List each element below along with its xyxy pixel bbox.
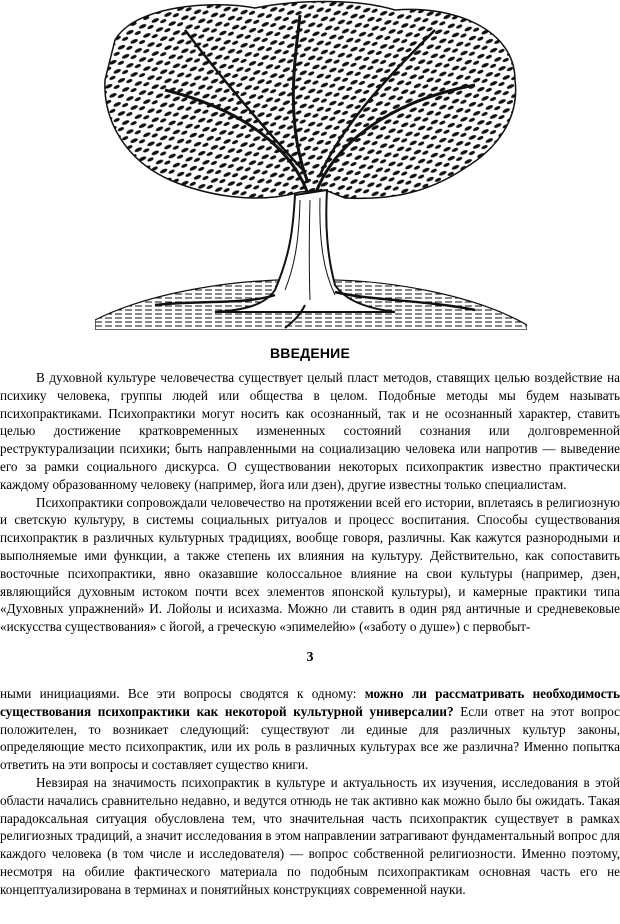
- key-question: можно ли рассматривать необходимость существования психопрактики как некоторой культурной универсалии?: [0, 686, 620, 719]
- section-heading: ВВЕДЕНИЕ: [270, 345, 350, 361]
- text-span: ными инициациями. Все эти вопросы сводятся к одному:: [0, 686, 365, 701]
- intro-text-block: [0, 369, 620, 636]
- paragraph: [0, 685, 620, 774]
- paragraph: Психопрактики сопровождали человечество на протяжении всей его истории, вплетаясь в религиозную и светскую культуру, в системы социальных ритуалов и процесс воспитания. Способы существования психопрактик в различных культурных традициях, вообще говоря, различны. Как кажутся разнородными и выполняемые ими функции, а также степень их влияния на культуру. Действительно, как сопоставить восточные психопрактики, явно оказавшие колоссальное влияние на свои культуры (например, дзен, являющийся духовным истоком почти всех элементов японской культуры), и камерные практики типа «Духовных упражнений» И. Лойолы и исихазма. Можно ли ставить в один ряд античные и средневековые «искусства существования» с йогой, а греческую «эпимелейю» («заботу о душе») с первобыт-: [0, 494, 620, 635]
- tree-engraving-icon: [95, 0, 527, 330]
- page-number: 3: [306, 650, 314, 665]
- paragraph: Невзирая на значимость психопрактик в культуре и актуальность их изучения, исследования в этой области начались сравнительно недавно, и ведутся отнюдь не так активно как можно было бы ожидать. Такая парадоксальная ситуация обусловлена тем, что значительная часть психопрактик существует в рамках религиозных традиций, а значит исследования в этом направлении затрагивают фундаментальный вопрос для каждого человека (в том числе и исследователя) — вопрос собственной религиозности. Именно поэтому, несмотря на обилие фактического материала по подобным психопрактикам основная часть его не концептуализирована в терминах и понятийных конструкциях современной науки.: [0, 774, 620, 897]
- paragraph: В духовной культуре человечества существует целый пласт методов, ставящих целью воздействие на психику человека, группы людей или общества в целом. Подобные методы мы будем называть психопрактиками. Психопрактики могут носить как осознанный, так и не осознанный характер, ставить целью достижение кратковременных измененных состояний сознания или долговременной реструктурализации психики; быть направленными на социализацию человека или напротив — выведение его за рамки социального дискурса. О существовании некоторых психопрактик известно практически каждому образованному человеку (например, йога или дзен), другие известны только специалистам.: [0, 370, 620, 492]
- continued-text-block: [0, 685, 620, 899]
- text-span: Если ответ на этот вопрос положителен, то возникает следующий: существуют ли единые для различных культур законы, определяющие место психопрактик, или их роль в различных культурах все же различна? Именно попытка ответить на эти вопросы и составляет существо книги.: [0, 703, 620, 773]
